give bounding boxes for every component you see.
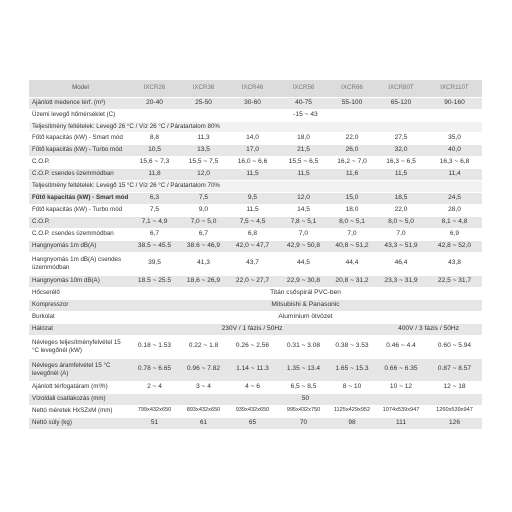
header-model-7: IXCR110T <box>427 80 482 97</box>
header-model-5: IXCR66 <box>329 80 375 97</box>
row-value: 42,9 ~ 50,8 <box>278 240 329 252</box>
row-value: 8,1 ~ 4,8 <box>427 216 482 228</box>
spec-row <box>29 252 482 275</box>
spec-row <box>29 311 482 323</box>
row-value: 16,0 ~ 6,6 <box>227 157 278 169</box>
row-label: Névleges teljesítményfelvétel 15 °C levegőnél (kW) <box>29 335 129 358</box>
row-value: 10 ~ 12 <box>375 381 427 393</box>
spec-row <box>29 133 482 145</box>
row-value: 20-40 <box>129 97 180 109</box>
row-value: 7,0 <box>278 228 329 240</box>
section-title: Teljesítmény feltételek: Levegő 26 °C / Víz 26 °C / Páratartalom 80% <box>29 121 482 133</box>
row-label: Hálózat <box>29 323 129 335</box>
row-value: 98 <box>329 417 375 429</box>
row-value: 8,8 <box>129 133 180 145</box>
row-label: Vízoldali csatlakozás (mm) <box>29 393 129 405</box>
row-value: 6,9 <box>427 228 482 240</box>
row-value: 23,3 ~ 31,9 <box>375 275 427 287</box>
row-value: 7,5 <box>180 192 227 204</box>
row-value: 15,0 <box>329 192 375 204</box>
row-value: 65 <box>227 417 278 429</box>
row-value: 22,0 ~ 27,7 <box>227 275 278 287</box>
row-label: Fűtő kapacitás (kW) - Turbo mód <box>29 145 129 157</box>
row-value: 38.6 ~ 46,9 <box>180 240 227 252</box>
spec-row <box>29 323 482 335</box>
row-value: 13,5 <box>180 145 227 157</box>
row-value: 0.46 ~ 4.4 <box>375 335 427 358</box>
row-value: 1.35 ~ 13.4 <box>278 358 329 381</box>
row-value: 70 <box>278 417 329 429</box>
row-value: 46,4 <box>375 252 427 275</box>
row-value: 65-120 <box>375 97 427 109</box>
row-value: 18,0 <box>329 204 375 216</box>
row-label: Fűtő kapacitás (kW) - Smart mód <box>29 192 129 204</box>
spec-row <box>29 145 482 157</box>
row-value: 14,5 <box>278 204 329 216</box>
row-value: 6,5 ~ 8,5 <box>278 381 329 393</box>
row-value: 51 <box>129 417 180 429</box>
row-value: 7,1 ~ 4,9 <box>129 216 180 228</box>
row-value: 18,6 ~ 26,9 <box>180 275 227 287</box>
spec-table-body <box>29 80 482 429</box>
row-label: Nettó méretek HxSZxM (mm) <box>29 405 129 417</box>
row-label: Nettó súly (kg) <box>29 417 129 429</box>
row-value: 12 ~ 18 <box>427 381 482 393</box>
row-value: 6,3 <box>129 192 180 204</box>
row-value: 6,7 <box>129 228 180 240</box>
row-value: 11,5 <box>227 169 278 181</box>
row-value: 39,5 <box>129 252 180 275</box>
row-value: 22,5 ~ 31,7 <box>427 275 482 287</box>
row-value: 7,0 <box>375 228 427 240</box>
row-value: 43,3 ~ 51,9 <box>375 240 427 252</box>
row-value: 11,5 <box>278 169 329 181</box>
header-model-2: IXCR36 <box>180 80 227 97</box>
row-merged-value: 230V / 1 fázis / 50Hz <box>129 323 375 335</box>
row-value: 20,8 ~ 31,2 <box>329 275 375 287</box>
row-value: 8 ~ 10 <box>329 381 375 393</box>
row-value: 7,0 <box>329 228 375 240</box>
row-value: 43,7 <box>227 252 278 275</box>
header-model-label: Model <box>29 80 129 97</box>
row-label: Hőcserélő <box>29 287 129 299</box>
spec-row <box>29 109 482 121</box>
row-value: 14,0 <box>227 133 278 145</box>
row-value: 1260x539x947 <box>427 405 482 417</box>
row-value: 0.22 ~ 1.8 <box>180 335 227 358</box>
row-value: 995x432x750 <box>278 405 329 417</box>
row-value: 44,4 <box>329 252 375 275</box>
row-value: 10,5 <box>129 145 180 157</box>
row-value: 0.78 ~ 6.65 <box>129 358 180 381</box>
spec-row <box>29 192 482 204</box>
spec-row <box>29 417 482 429</box>
row-value: 61 <box>180 417 227 429</box>
row-value: 11,3 <box>180 133 227 145</box>
header-model-4: IXCR56 <box>278 80 329 97</box>
row-value: 9,0 <box>180 204 227 216</box>
row-label: Kompresszor <box>29 299 129 311</box>
row-value: 90-160 <box>427 97 482 109</box>
row-value: 893x432x650 <box>180 405 227 417</box>
row-merged-value: -15 ~ 43 <box>129 109 482 121</box>
spec-row <box>29 299 482 311</box>
row-value: 799x432x650 <box>129 405 180 417</box>
row-label: Fűtő kapacitás (kW) - Turbo mód <box>29 204 129 216</box>
row-value: 16,3 ~ 6,5 <box>375 157 427 169</box>
row-label: Ajánlott térfogatáram (m³/h) <box>29 381 129 393</box>
row-value: 18.5 ~ 25.5 <box>129 275 180 287</box>
row-value: 42,8 ~ 52,0 <box>427 240 482 252</box>
row-merged-value: Alumínium ötvözet <box>129 311 482 323</box>
row-value: 25-50 <box>180 97 227 109</box>
row-value: 1.14 ~ 11.3 <box>227 358 278 381</box>
spec-row <box>29 287 482 299</box>
row-label: C.O.P. csendes üzemmódban <box>29 169 129 181</box>
row-label: C.O.P. <box>29 216 129 228</box>
section-title: Teljesítmény feltételek: Levegő 15 °C / Víz 26 °C / Páratartalom 70% <box>29 181 482 193</box>
row-value: 7,0 ~ 5,0 <box>180 216 227 228</box>
row-label: Burkolat <box>29 311 129 323</box>
row-value: 7,8 ~ 5,1 <box>278 216 329 228</box>
row-value: 32,0 <box>375 145 427 157</box>
spec-row <box>29 275 482 287</box>
row-value: 0.18 ~ 1.53 <box>129 335 180 358</box>
row-value: 28,0 <box>427 204 482 216</box>
row-value: 0.31 ~ 3.08 <box>278 335 329 358</box>
row-value: 22,9 ~ 30,8 <box>278 275 329 287</box>
row-value: 24,5 <box>427 192 482 204</box>
row-value: 11,5 <box>375 169 427 181</box>
row-label: Hangnyomás 10m dB(A) <box>29 275 129 287</box>
row-value: 41,3 <box>180 252 227 275</box>
row-value: 126 <box>427 417 482 429</box>
row-value: 35,0 <box>427 133 482 145</box>
row-value: 12,0 <box>278 192 329 204</box>
row-value: 11,5 <box>227 204 278 216</box>
row-value: 7,5 <box>129 204 180 216</box>
row-value: 6,7 <box>180 228 227 240</box>
row-label: Üzemi levegő hőmérséklet (C) <box>29 109 129 121</box>
row-value: 12,0 <box>180 169 227 181</box>
spec-row <box>29 240 482 252</box>
row-value: 40,8 ~ 51,2 <box>329 240 375 252</box>
spec-row <box>29 393 482 405</box>
row-value: 15,6 ~ 7,3 <box>129 157 180 169</box>
row-value: 40,0 <box>427 145 482 157</box>
row-value: 1125x429x952 <box>329 405 375 417</box>
row-value: 11,8 <box>129 169 180 181</box>
header-model-1: IXCR26 <box>129 80 180 97</box>
row-value: 18,5 <box>375 192 427 204</box>
row-value: 0.38 ~ 3.53 <box>329 335 375 358</box>
row-value: 111 <box>375 417 427 429</box>
row-value: 6,8 <box>227 228 278 240</box>
row-value: 17,0 <box>227 145 278 157</box>
row-merged-value: 50 <box>129 393 482 405</box>
row-value: 16,2 ~ 7,0 <box>329 157 375 169</box>
row-value: 3 ~ 4 <box>180 381 227 393</box>
row-value: 38.5 ~ 45.5 <box>129 240 180 252</box>
row-value: 40-75 <box>278 97 329 109</box>
row-value: 16,3 ~ 6,8 <box>427 157 482 169</box>
row-merged-value: Mitsubishi & Panasonic <box>129 299 482 311</box>
row-merged-value: Titán csőspirál PVC-ben <box>129 287 482 299</box>
spec-row <box>29 157 482 169</box>
row-label: Névleges áramfelvétel 15 °C levegőnél (A) <box>29 358 129 381</box>
spec-row <box>29 97 482 109</box>
section-row <box>29 121 482 133</box>
row-value: 30-60 <box>227 97 278 109</box>
header-row <box>29 80 482 97</box>
header-model-3: IXCR46 <box>227 80 278 97</box>
row-value: 939x432x650 <box>227 405 278 417</box>
row-value: 15,5 ~ 6,5 <box>278 157 329 169</box>
row-label: Ajánlott medence térf. (m³) <box>29 97 129 109</box>
row-value: 22,0 <box>329 133 375 145</box>
spec-row <box>29 358 482 381</box>
row-value: 15,5 ~ 7,5 <box>180 157 227 169</box>
row-value: 26,0 <box>329 145 375 157</box>
row-label: Fűtő kapacitás (kW) - Smart mód <box>29 133 129 145</box>
row-value: 11,4 <box>427 169 482 181</box>
row-value: 22,0 <box>375 204 427 216</box>
row-value: 27,5 <box>375 133 427 145</box>
row-value: 0.26 ~ 2.56 <box>227 335 278 358</box>
row-value: 18,0 <box>278 133 329 145</box>
row-value: 42,0 ~ 47,7 <box>227 240 278 252</box>
row-value: 8,0 ~ 5,1 <box>329 216 375 228</box>
header-model-6: IXCR80T <box>375 80 427 97</box>
row-label: Hangnyomás 1m dB(A) csendes üzemmódban <box>29 252 129 275</box>
row-label: C.O.P. csendes üzemmódban <box>29 228 129 240</box>
row-value: 4 ~ 6 <box>227 381 278 393</box>
row-value: 43,8 <box>427 252 482 275</box>
spec-row <box>29 169 482 181</box>
spec-row <box>29 204 482 216</box>
spec-table <box>29 80 482 430</box>
row-value: 0.66 ~ 6.35 <box>375 358 427 381</box>
section-row <box>29 181 482 193</box>
row-value: 44,5 <box>278 252 329 275</box>
row-merged-value: 400V / 3 fázis / 50Hz <box>375 323 482 335</box>
spec-row <box>29 405 482 417</box>
row-value: 0.87 ~ 8.57 <box>427 358 482 381</box>
row-label: C.O.P. <box>29 157 129 169</box>
spec-row <box>29 216 482 228</box>
row-value: 0.96 ~ 7.82 <box>180 358 227 381</box>
row-label: Hangnyomás 1m dB(A) <box>29 240 129 252</box>
row-value: 55-100 <box>329 97 375 109</box>
row-value: 2 ~ 4 <box>129 381 180 393</box>
row-value: 1074x539x947 <box>375 405 427 417</box>
row-value: 7,5 ~ 4,5 <box>227 216 278 228</box>
spec-row <box>29 381 482 393</box>
row-value: 21,5 <box>278 145 329 157</box>
row-value: 11,6 <box>329 169 375 181</box>
row-value: 1.65 ~ 15.3 <box>329 358 375 381</box>
row-value: 9,5 <box>227 192 278 204</box>
spec-row <box>29 335 482 358</box>
spec-row <box>29 228 482 240</box>
row-value: 8,0 ~ 5,0 <box>375 216 427 228</box>
row-value: 0.60 ~ 5.94 <box>427 335 482 358</box>
